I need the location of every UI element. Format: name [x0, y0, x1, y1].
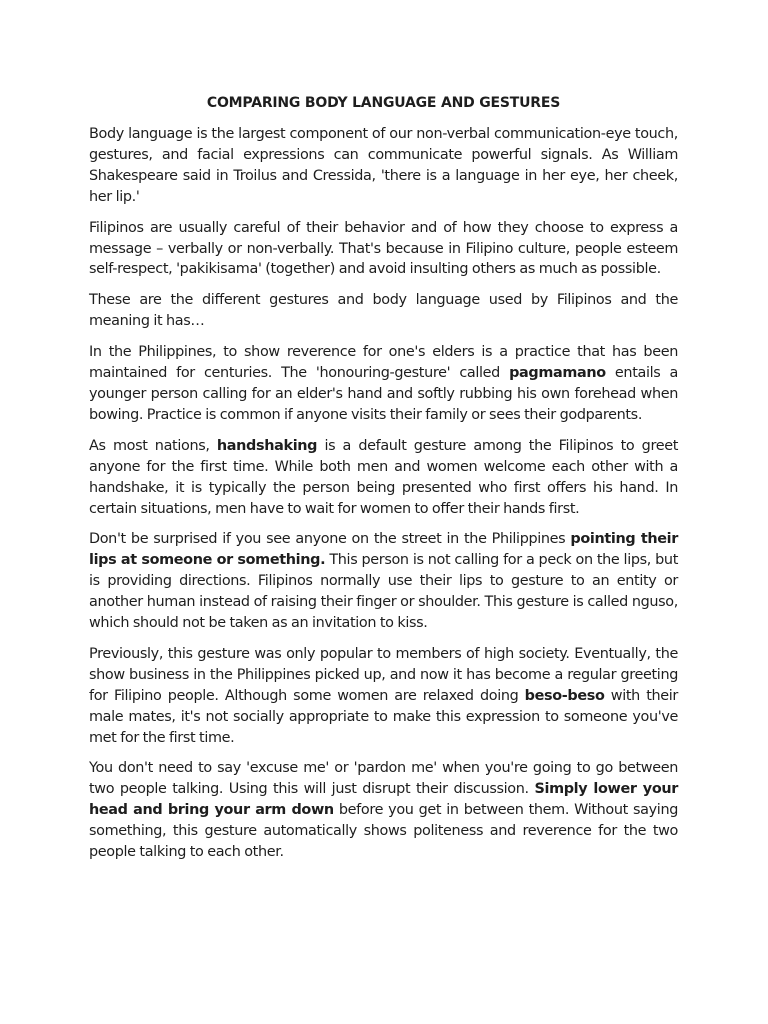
- bold-text: handshaking: [216, 437, 318, 454]
- paragraph: [89, 342, 678, 426]
- text-run: You don't need to say 'excuse me' or 'pardon me' when you're going to go between two people talking. Using this will just disrupt their discussion.: [89, 760, 678, 798]
- document-body: [89, 124, 678, 863]
- text-run: These are the different gestures and body language used by Filipinos and the meaning it has…: [89, 292, 678, 330]
- bold-text: beso-beso: [524, 687, 605, 704]
- bold-text: pagmamano: [509, 365, 606, 382]
- text-run: In the Philippines, to show reverence for one's elders is a practice that has been maintained for centuries. The 'honouring-gesture' called: [89, 344, 678, 382]
- text-run: before you get in between them. Without saying something, this gesture automatically shows politeness and reverence for the two people talking to each other.: [89, 802, 678, 861]
- text-run: As most nations,: [89, 437, 217, 454]
- document-page: [89, 94, 678, 873]
- document-title: COMPARING BODY LANGUAGE AND GESTURES: [206, 95, 561, 111]
- paragraph: [89, 436, 678, 520]
- paragraph: [89, 644, 678, 749]
- text-run: Don't be surprised if you see anyone on the street in the Philippines: [89, 531, 571, 548]
- text-run: Previously, this gesture was only popular to members of high society. Eventually, the show business in the Philippines picked up, and now it has become a regular greeting for Filipino people. Although some women are relaxed doing: [89, 645, 678, 704]
- text-run: entails a younger person calling for an elder's hand and softly rubbing his own forehead when bowing. Practice is common if anyone visits their family or sees their godparents.: [89, 365, 678, 423]
- bold-text: Simply lower your head and bring your arm down: [89, 781, 678, 819]
- paragraph: [89, 218, 678, 281]
- paragraph: [89, 290, 678, 332]
- text-run: with their male mates, it's not socially appropriate to make this expression to someone you've met for the first time.: [89, 687, 678, 746]
- paragraph: [89, 758, 678, 863]
- text-run: Filipinos are usually careful of their behavior and of how they choose to express a message – verbally or non-verbally. That's because in Filipino culture, people esteem self-respect, 'pakikisama' (together) and avoid insulting others as much as possible.: [89, 219, 678, 278]
- text-run: This person is not calling for a peck on the lips, but is providing directions. Filipinos normally use their lips to gesture to an entity or another human instead of raising their finger or shoulder. This gesture is called nguso, which should not be taken as an invitation to kiss.: [89, 552, 678, 632]
- text-run: is a default gesture among the Filipinos to greet anyone for the first time. While both men and women welcome each other with a handshake, it is typically the person being presented who first offers his hand. In certain situations, men have to wait for women to offer their hands first.: [89, 437, 679, 517]
- text-run: Body language is the largest component of our non-verbal communication-eye touch, gestures, and facial expressions can communicate powerful signals. As William Shakespeare said in Troilus and Cressida, 'there is a language in her eye, her cheek, her lip.': [89, 126, 678, 205]
- paragraph: [89, 529, 678, 634]
- bold-text: pointing their lips at someone or something.: [89, 531, 678, 569]
- paragraph: [89, 124, 678, 208]
